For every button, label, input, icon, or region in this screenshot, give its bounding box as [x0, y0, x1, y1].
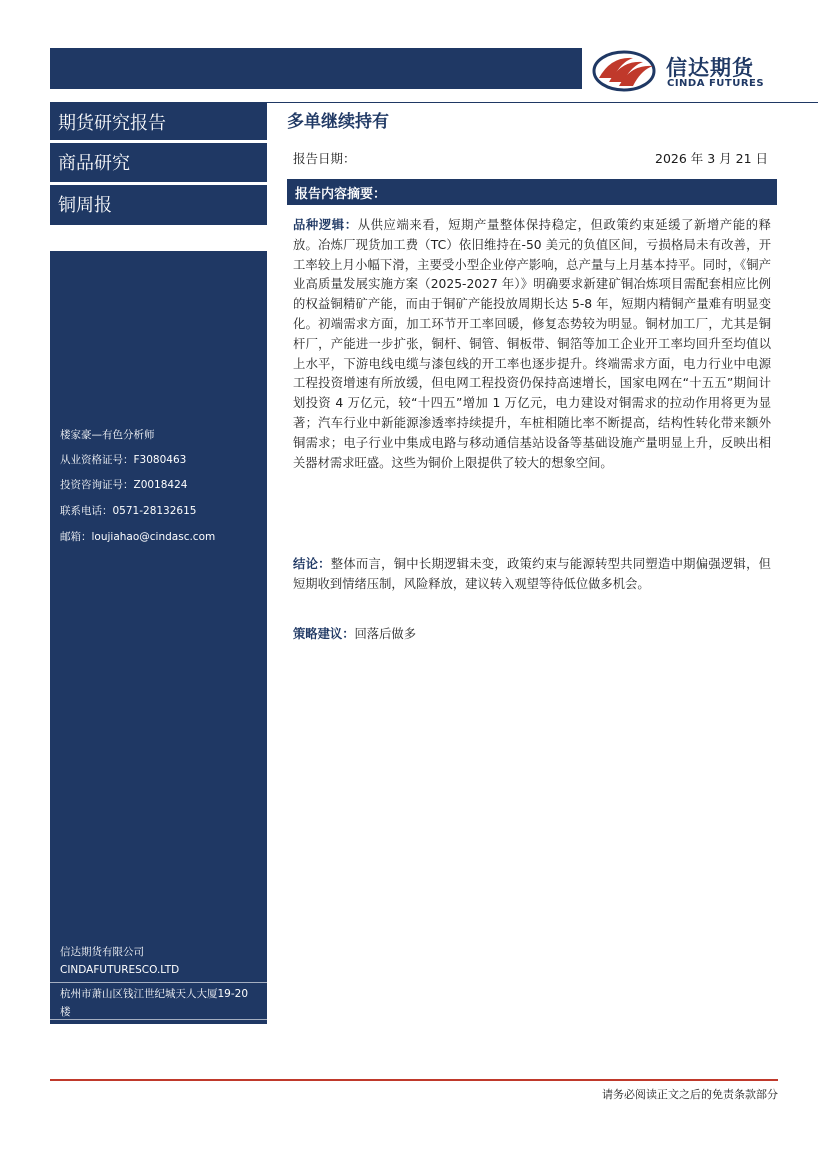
strategy-text: 回落后做多 [354, 627, 416, 641]
cinda-logo-icon [591, 48, 661, 94]
sub-category-box [50, 185, 267, 225]
company-address-2: 楼 [60, 1006, 71, 1018]
company-panel [50, 814, 267, 1036]
report-date: 2026 年 3 月 21 日 [655, 151, 769, 166]
company-divider-2 [50, 1019, 267, 1020]
company-name-cn: 信达期货有限公司 [60, 946, 144, 958]
date-label: 报告日期： [293, 151, 356, 166]
analyst-panel [50, 227, 267, 814]
analyst-phone: 联系电话：0571-28132615 [60, 505, 197, 517]
category-box [50, 143, 267, 182]
conclusion-label: 结论： [293, 557, 331, 571]
company-divider [50, 982, 267, 983]
company-address-1: 杭州市萧山区钱江世纪城天人大厦19-20 [60, 988, 249, 1000]
strategy-label: 策略建议： [293, 627, 355, 641]
logic-label: 品种逻辑： [293, 218, 358, 232]
logic-paragraph [293, 216, 771, 473]
company-postcode: 邮编：311200 [60, 1024, 132, 1036]
bottom-rule [50, 1079, 778, 1081]
report-title: 多单继续持有 [287, 112, 389, 132]
conclusion-paragraph [293, 555, 771, 595]
footer-disclaimer[interactable]: 请务必阅读正文之后的免责条款部分 [602, 1088, 778, 1101]
summary-header: 报告内容摘要： [295, 187, 387, 202]
analyst-name: 楼家豪—有色分析师 [60, 429, 155, 441]
conclusion-text: 整体而言，铜中长期逻辑未变，政策约束与能源转型共同塑造中期偏强逻辑，但短期收到情绪压制，风险释放，建议转入观望等待低位做多机会。 [293, 557, 771, 591]
analyst-email[interactable]: 邮箱：loujiahao@cindasc.com [60, 531, 216, 543]
sub-category: 铜周报 [58, 195, 112, 216]
brand-name-cn: 信达期货 [666, 56, 754, 80]
report-type: 期货研究报告 [58, 113, 166, 134]
strategy-paragraph [293, 625, 771, 645]
brand-name-en: CINDA FUTURES [667, 78, 765, 89]
header-bar [50, 48, 582, 89]
report-type-box [50, 103, 267, 140]
company-name-en: CINDAFUTURESCO.LTD [60, 964, 180, 976]
category: 商品研究 [58, 153, 130, 174]
brand-logo [591, 48, 791, 94]
analyst-consult-id: 投资咨询证号：Z0018424 [60, 479, 188, 491]
logic-text: 从供应端来看，短期产量整体保持稳定，但政策约束延缓了新增产能的释放。冶炼厂现货加工费（TC）依旧维持在-50 美元的负值区间，亏损格局未有改善，开工率较上月小幅下滑，主要受小型企业停产影响，总产量与上月基本持平。同时，《铜产业高质量发展实施方案（2025-2027 年）》明确要求新建矿铜冶炼项目需配套相应比例的权益铜精矿产能，而由于铜矿产能投放周期长达 5-8 年，短期内精铜产量难有明显变化。初端需求方面，加工环节开工率回暖，修复态势较为明显。铜材加工厂，尤其是铜杆厂，产能进一步扩张，铜杆、铜管、铜板带、铜箔等加工企业开工率均回升至均值以上水平，下游电线电缆与漆包线的开工率也逐步提升。终端需求方面，电力行业中电源工程投资增速有所放缓，但电网工程投资仍保持高速增长，国家电网在“十五五”期间计划投资 4 万亿元，较“十四五”增加 1 万亿元，电力建设对铜需求的拉动作用将更为显著；汽车行业中新能源渗透率持续提升，车桩相随比率不断提高，结构性转化带来额外铜需求；电子行业中集成电路与移动通信基站设备等基础设施产量明显上升，反映出相关器材需求旺盛。这些为铜价上限提供了较大的想象空间。 [293, 218, 771, 470]
summary-header-bar [287, 179, 777, 205]
analyst-qualification: 从业资格证号：F3080463 [60, 454, 187, 466]
